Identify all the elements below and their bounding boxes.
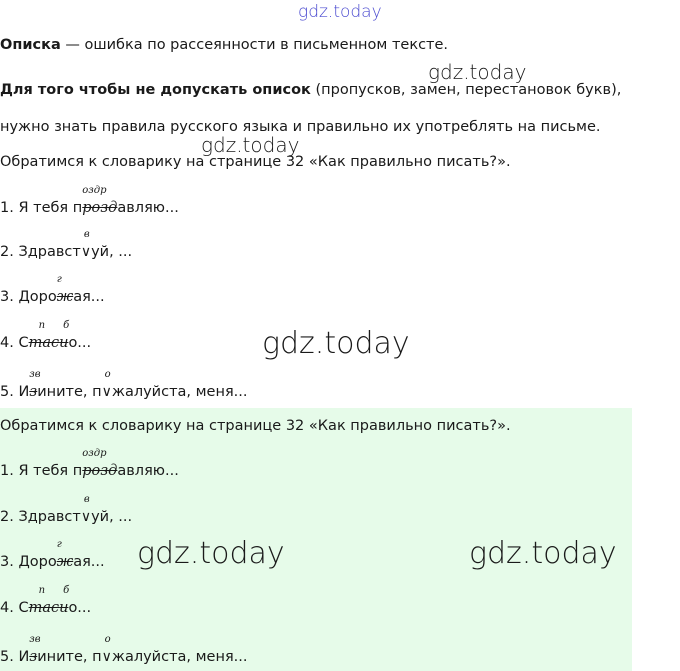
watermark: gdz.today bbox=[469, 536, 617, 571]
definition-line bbox=[0, 35, 448, 55]
list-item: 4. С п тас б ио... bbox=[0, 585, 92, 616]
struck-letters: ж bbox=[56, 289, 74, 305]
list-item: 4. С п тас б ио... bbox=[0, 320, 92, 351]
list-item: 3. Доро г жая... bbox=[0, 539, 105, 570]
list-item: 3. Доро г жая... bbox=[0, 274, 105, 305]
term: Описка bbox=[0, 37, 61, 53]
lead-line bbox=[0, 80, 621, 100]
correction: г bbox=[56, 274, 62, 285]
watermark: gdz.today bbox=[137, 536, 285, 571]
watermark-top: gdz.today bbox=[298, 2, 382, 22]
caret-mark: ∨ bbox=[80, 244, 92, 260]
list-item: 2. Здравст в ∨уй, ... bbox=[0, 229, 133, 260]
bold-lead: Для того чтобы не допускать описок bbox=[0, 82, 311, 98]
struck-letters: розд bbox=[82, 200, 118, 216]
watermark: gdz.today bbox=[201, 133, 300, 157]
lead-rest: (пропусков, замен, перестановок букв), bbox=[310, 82, 622, 98]
list-item: 5. И зв зините, п о ∨жалуйста, меня... bbox=[0, 369, 248, 400]
list-item: 1. Я тебя п оздр роздавляю... bbox=[0, 448, 179, 479]
list-item: 5. И зв зините, п о ∨жалуйста, меня... bbox=[0, 634, 248, 665]
correction: в bbox=[83, 229, 90, 240]
list-item: 2. Здравст в ∨уй, ... bbox=[0, 494, 133, 525]
correction: оздр bbox=[82, 185, 107, 196]
watermark: gdz.today bbox=[428, 60, 527, 84]
definition: — ошибка по рассеянности в письменном тексте. bbox=[60, 37, 449, 53]
watermark: gdz.today bbox=[262, 326, 410, 361]
rule-line: нужно знать правила русского языка и правильно их употреблять на письме. bbox=[0, 119, 601, 135]
dictionary-reference: Обратимся к словарику на странице 32 «Как правильно писать?». bbox=[0, 154, 511, 170]
answer-heading: Обратимся к словарику на странице 32 «Как правильно писать?». bbox=[0, 418, 511, 434]
list-item: 1. Я тебя п оздр роздавляю... bbox=[0, 185, 179, 216]
